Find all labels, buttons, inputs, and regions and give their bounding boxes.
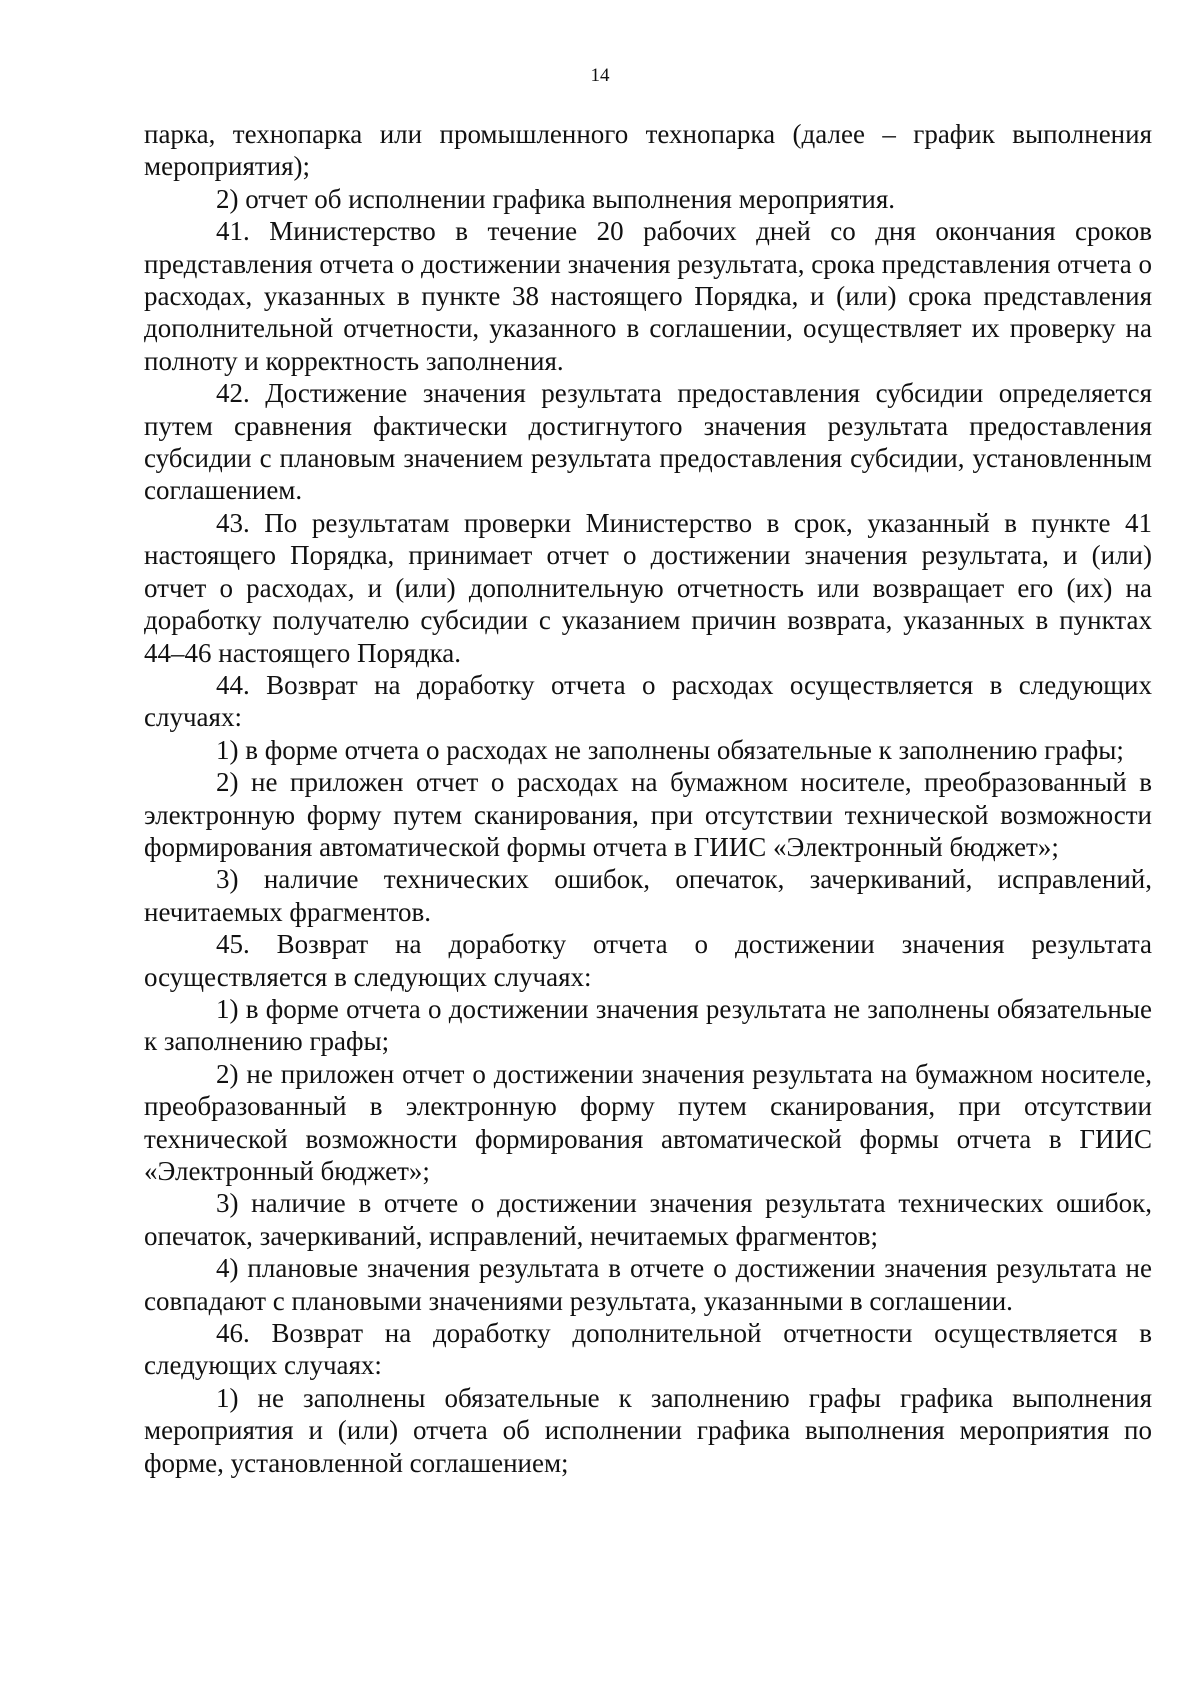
paragraph-44: 44. Возврат на доработку отчета о расходах осуществляется в следующих случаях: — [144, 669, 1152, 733]
paragraph-45: 45. Возврат на доработку отчета о достижении значения результата осуществляется в следующих случаях: — [144, 929, 1152, 992]
paragraph-41: 41. Министерство в течение 20 рабочих дней со дня окончания сроков представления отчета о достижении значения результата, срока представления отчета о расходах, указанных в пункте 38 настоящего Порядка, и (или) срока представления дополнительной отчетности, указанного в соглашении, осуществляет их проверку на полноту и корректность заполнения. — [144, 216, 1152, 376]
page-number: 14 — [590, 65, 610, 86]
paragraph-45-item-3: 3) наличие в отчете о достижении значения результата технических ошибок, опечаток, зачеркиваний, исправлений, нечитаемых фрагментов; — [144, 1188, 1152, 1251]
paragraph-continuation: парка, технопарка или промышленного технопарка (далее – график выполнения мероприятия); — [144, 119, 1152, 182]
paragraph-46-item-1: 1) не заполнены обязательные к заполнению графы графика выполнения мероприятия и (или) отчета об исполнении графика выполнения мероприятия по форме, установленной соглашением; — [144, 1382, 1152, 1478]
paragraph-42: 42. Достижение значения результата предоставления субсидии определяется путем сравнения фактически достигнутого значения результата предоставления субсидии с плановым значением результата предоставления субсидии, установленным соглашением. — [144, 378, 1152, 506]
paragraph-46: 46. Возврат на доработку дополнительной отчетности осуществляется в следующих случаях: — [144, 1318, 1152, 1381]
paragraph-43: 43. По результатам проверки Министерство в срок, указанный в пункте 41 настоящего Порядка, принимает отчет о достижении значения результата, и (или) отчет о расходах, и (или) дополнительную отчетность или возвращает его (их) на доработку получателю субсидии с указанием причин возврата, указанных в пунктах 44–46 настоящего Порядка. — [144, 507, 1152, 668]
document-body — [144, 118, 1152, 1479]
paragraph-45-item-1: 1) в форме отчета о достижении значения результата не заполнены обязательные к заполнению графы; — [144, 993, 1152, 1057]
paragraph-44-item-2: 2) не приложен отчет о расходах на бумажном носителе, преобразованный в электронную форму путем сканирования, при отсутствии технической возможности формирования автоматической формы отчета в ГИИС «Электронный бюджет»; — [144, 767, 1152, 862]
paragraph-45-item-4: 4) плановые значения результата в отчете о достижении значения результата не совпадают с плановыми значениями результата, указанными в соглашении. — [144, 1253, 1152, 1316]
paragraph-44-item-3: 3) наличие технических ошибок, опечаток, зачеркиваний, исправлений, нечитаемых фрагментов. — [144, 864, 1152, 927]
paragraph-item-2: 2) отчет об исполнении графика выполнения мероприятия. — [216, 183, 896, 214]
paragraph-45-item-2: 2) не приложен отчет о достижении значения результата на бумажном носителе, преобразованный в электронную форму путем сканирования, при отсутствии технической возможности формирования автоматической формы отчета в ГИИС «Электронный бюджет»; — [144, 1058, 1152, 1186]
paragraph-44-item-1: 1) в форме отчета о расходах не заполнены обязательные к заполнению графы; — [216, 734, 1124, 765]
